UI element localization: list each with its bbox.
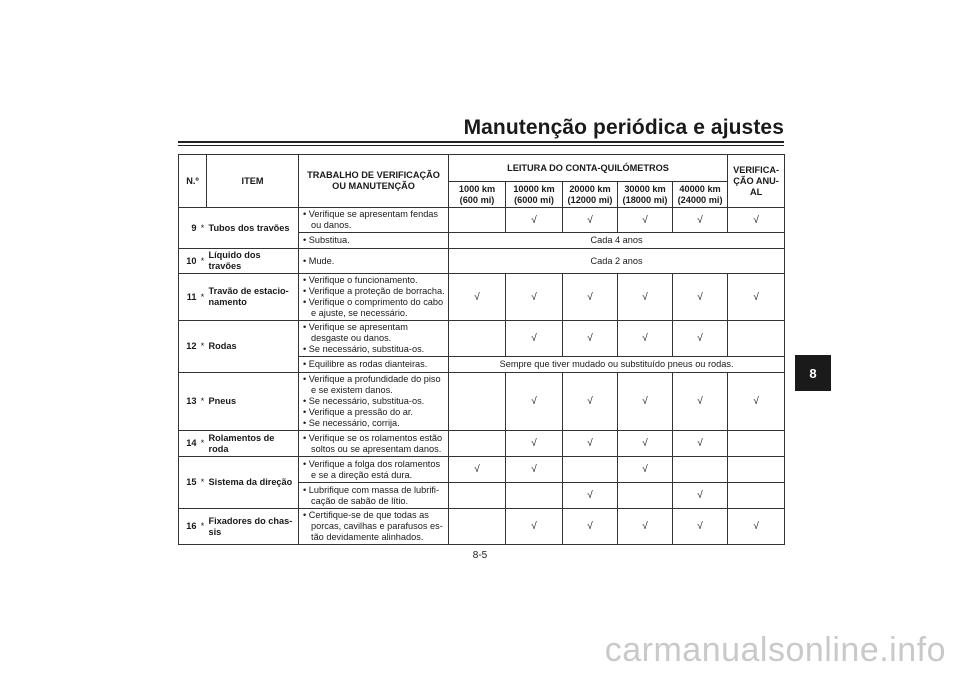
table-row: [179, 208, 785, 233]
empty-cell: [673, 457, 728, 483]
row-mark: *: [199, 274, 207, 321]
row-mark: *: [199, 249, 207, 274]
table-row: [179, 373, 785, 431]
title-rule: [178, 141, 784, 143]
row-task: • Equilibre as rodas dianteiras.: [299, 357, 449, 373]
row-item: Líquido dos travões: [207, 249, 299, 274]
check-mark: √: [728, 274, 785, 321]
row-number: 11: [179, 274, 199, 321]
watermark: carmanualsonline.info: [604, 631, 946, 669]
chapter-tab: 8: [795, 355, 831, 391]
page-number: 8-5: [472, 550, 488, 561]
empty-cell: [728, 321, 785, 357]
empty-cell: [563, 457, 618, 483]
check-mark: √: [618, 274, 673, 321]
check-mark: √: [563, 373, 618, 431]
header-task: TRABALHO DE VERIFICAÇÃO OU MANUTENÇÃO: [299, 155, 449, 208]
empty-cell: [728, 483, 785, 509]
row-number: 10: [179, 249, 199, 274]
row-task: • Verifique a profundidade do piso e se existem danos. • Se necessário, substitua-os. • Verifique a pressão do ar. • Se necessário, corrija.: [299, 373, 449, 431]
check-mark: √: [563, 483, 618, 509]
table-row: [179, 274, 785, 321]
row-task: • Lubrifique com massa de lubrifi-cação de sabão de lítio.: [299, 483, 449, 509]
check-mark: √: [506, 321, 563, 357]
check-mark: √: [673, 208, 728, 233]
interval-note: Sempre que tiver mudado ou substituído pneus ou rodas.: [449, 357, 785, 373]
table-row: [179, 457, 785, 483]
page-title: Manutenção periódica e ajustes: [463, 116, 784, 139]
check-mark: √: [618, 208, 673, 233]
empty-cell: [618, 483, 673, 509]
empty-cell: [449, 509, 506, 545]
check-mark: √: [618, 509, 673, 545]
row-number: 13: [179, 373, 199, 431]
maintenance-table: [178, 154, 785, 545]
row-item: Sistema da direção: [207, 457, 299, 509]
table-row: [179, 431, 785, 457]
check-mark: √: [563, 431, 618, 457]
row-task: • Verifique se os rolamentos estão soltos ou se apresentam danos.: [299, 431, 449, 457]
check-mark: √: [506, 509, 563, 545]
row-task: • Verifique a folga dos rolamentos e se a direção está dura.: [299, 457, 449, 483]
row-task: • Substitua.: [299, 233, 449, 249]
row-task: • Certifique-se de que todas as porcas, cavilhas e parafusos es-tão devidamente alinhados.: [299, 509, 449, 545]
empty-cell: [728, 431, 785, 457]
row-item: Rolamentos de roda: [207, 431, 299, 457]
row-item: Pneus: [207, 373, 299, 431]
check-mark: √: [506, 373, 563, 431]
header-num: N.º: [179, 155, 207, 208]
check-mark: √: [563, 321, 618, 357]
check-mark: √: [618, 321, 673, 357]
empty-cell: [449, 208, 506, 233]
row-mark: *: [199, 509, 207, 545]
row-number: 9: [179, 208, 199, 249]
row-task: • Verifique o funcionamento. • Verifique a proteção de borracha. • Verifique o comprimento do cabo e ajuste, se necessário.: [299, 274, 449, 321]
header-interval-20000: 20000 km (12000 mi): [563, 182, 618, 208]
header-odometer: LEITURA DO CONTA-QUILÓMETROS: [449, 155, 728, 182]
row-item: Rodas: [207, 321, 299, 373]
row-item: Travão de estacio-namento: [207, 274, 299, 321]
row-number: 16: [179, 509, 199, 545]
header-interval-30000: 30000 km (18000 mi): [618, 182, 673, 208]
row-number: 15: [179, 457, 199, 509]
row-item: Fixadores do chas-sis: [207, 509, 299, 545]
row-task: • Verifique se apresentam desgaste ou danos. • Se necessário, substitua-os.: [299, 321, 449, 357]
check-mark: √: [618, 431, 673, 457]
check-mark: √: [449, 274, 506, 321]
row-task: • Verifique se apresentam fendas ou danos.: [299, 208, 449, 233]
table-row: [179, 509, 785, 545]
check-mark: √: [506, 457, 563, 483]
title-rule-thin: [178, 145, 784, 146]
check-mark: √: [673, 483, 728, 509]
check-mark: √: [563, 274, 618, 321]
check-mark: √: [728, 208, 785, 233]
row-number: 14: [179, 431, 199, 457]
empty-cell: [728, 457, 785, 483]
header-interval-10000: 10000 km (6000 mi): [506, 182, 563, 208]
check-mark: √: [673, 274, 728, 321]
header-annual: VERIFICA-ÇÃO ANU-AL: [728, 155, 785, 208]
check-mark: √: [563, 509, 618, 545]
check-mark: √: [563, 208, 618, 233]
empty-cell: [449, 321, 506, 357]
check-mark: √: [618, 373, 673, 431]
empty-cell: [449, 373, 506, 431]
row-item: Tubos dos travões: [207, 208, 299, 249]
row-mark: *: [199, 208, 207, 249]
check-mark: √: [618, 457, 673, 483]
check-mark: √: [673, 431, 728, 457]
header-interval-1000: 1000 km (600 mi): [449, 182, 506, 208]
row-mark: *: [199, 321, 207, 373]
empty-cell: [449, 431, 506, 457]
empty-cell: [506, 483, 563, 509]
check-mark: √: [728, 373, 785, 431]
check-mark: √: [673, 373, 728, 431]
check-mark: √: [506, 208, 563, 233]
header-item: ITEM: [207, 155, 299, 208]
row-mark: *: [199, 373, 207, 431]
interval-note: Cada 2 anos: [449, 249, 785, 274]
empty-cell: [449, 483, 506, 509]
check-mark: √: [506, 274, 563, 321]
interval-note: Cada 4 anos: [449, 233, 785, 249]
check-mark: √: [673, 509, 728, 545]
check-mark: √: [673, 321, 728, 357]
row-mark: *: [199, 431, 207, 457]
table-row: [179, 321, 785, 357]
header-interval-40000: 40000 km (24000 mi): [673, 182, 728, 208]
check-mark: √: [449, 457, 506, 483]
table-row: [179, 249, 785, 274]
row-task: • Mude.: [299, 249, 449, 274]
check-mark: √: [728, 509, 785, 545]
row-mark: *: [199, 457, 207, 509]
check-mark: √: [506, 431, 563, 457]
row-number: 12: [179, 321, 199, 373]
